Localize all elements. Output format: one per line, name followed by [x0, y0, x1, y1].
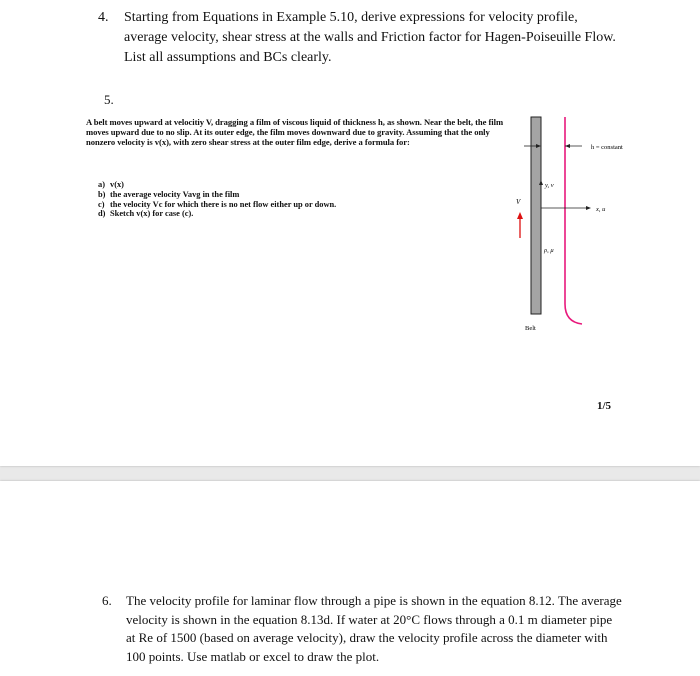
page-number: 1/5: [597, 400, 612, 412]
document-page-2: [0, 481, 700, 676]
list-item-text: Sketch v(x) for case (c).: [110, 209, 194, 219]
question-6-number: 6.: [102, 593, 112, 608]
list-item-text: the average velocity Vavg in the film: [110, 189, 240, 199]
belt-velocity-arrowhead: [517, 212, 523, 219]
y-v-label: y, v: [545, 182, 554, 189]
question-5-number: 5.: [104, 92, 114, 107]
list-item-text: the velocity Vc for which there is no net flow either up or down.: [110, 199, 337, 209]
x-axis-arrowhead: [586, 206, 591, 210]
list-item-label: b): [98, 189, 106, 199]
h-constant-label: h = constant: [591, 144, 623, 151]
question-5-paragraph: A belt moves upward at velocitiy V, dragging a film of viscous liquid of thickness h, as shown. Near the belt, the film moves upward due to no slip. At its outer edge, the film moves downward due to gravity. Assuming that the only nonzero velocity is v(x), with zero shear stress at the outer film edge, derive a formula for:: [86, 117, 504, 148]
belt-label: Belt: [525, 325, 536, 332]
list-item-label: c): [98, 199, 105, 209]
question-4-number: 4.: [98, 10, 109, 25]
list-item-label: a): [98, 180, 105, 189]
list-item-text: v(x): [110, 180, 124, 189]
x-u-label: x, u: [596, 206, 606, 213]
question-6-text: The velocity profile for laminar flow through a pipe is shown in the equation 8.12. The average velocity is shown in the equation 8.13d. If water at 20°C flows through a 0.1 m diameter pipe at Re of 1500 (based on average velocity), draw the velocity profile across the diameter with 100 points. Use matlab or excel to draw the plot.: [126, 593, 622, 664]
list-item-label: d): [98, 209, 106, 219]
rho-mu-label: ρ, μ: [544, 247, 554, 254]
question-4-text: Starting from Equations in Example 5.10, derive expressions for velocity profile, average velocity, shear stress at the walls and Friction factor for Hagen-Poiseuille Flow. List all assumptions and BCs clearly.: [124, 10, 616, 65]
film-outer-edge: [565, 117, 582, 324]
belt-velocity-label: V: [516, 198, 521, 206]
